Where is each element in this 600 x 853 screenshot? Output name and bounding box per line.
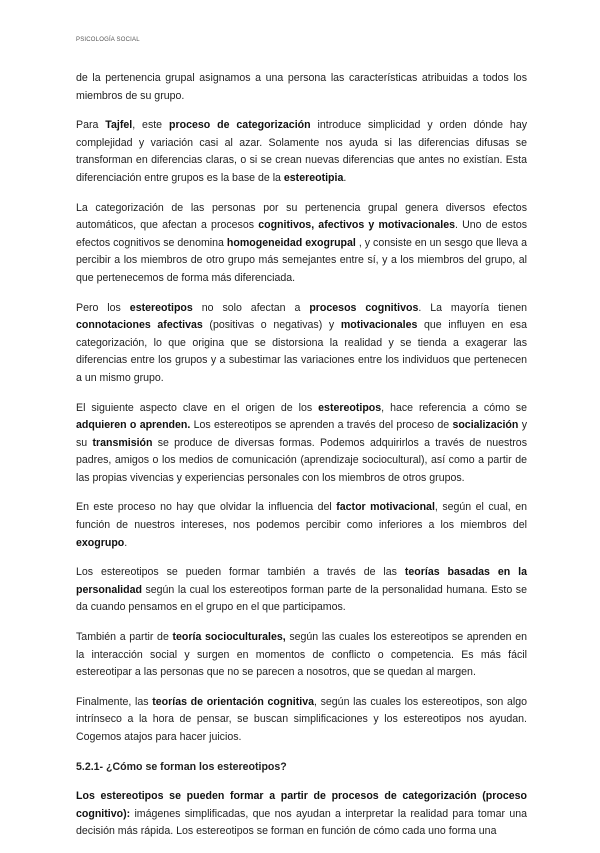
text: . bbox=[343, 171, 347, 184]
emphasis: transmisión bbox=[92, 436, 153, 449]
paragraph-5 bbox=[76, 400, 527, 488]
emphasis-tajfel: Tajfel bbox=[105, 119, 133, 132]
paragraph-10 bbox=[76, 788, 527, 841]
emphasis: estereotipos bbox=[318, 401, 382, 414]
emphasis: Los estereotipos se pueden formar a partir de procesos de categorización (proceso cognitivo): bbox=[76, 790, 527, 820]
emphasis: teoría socioculturales, bbox=[172, 631, 286, 644]
paragraph-1: de la pertenencia grupal asignamos a una persona las características atribuidas a todos los miembros de su grupo. bbox=[76, 72, 527, 102]
text: , y consiste en un sesgo que lleva a percibir a los miembros de otro grupo más semejantes entre sí, y a los miembros del grupo, al que pertenecemos de forma más diferenciada. bbox=[76, 236, 527, 284]
text: . Uno de estos efectos cognitivos se denomina bbox=[76, 219, 528, 249]
text: imágenes simplificadas, que nos ayudan a interpretar la realidad para tomar una decisión más rápida. Los estereotipos se forman en función de cómo cada uno forma una bbox=[76, 807, 527, 838]
text: no solo afectan a bbox=[192, 301, 310, 314]
emphasis: connotaciones afectivas bbox=[76, 319, 203, 332]
document-body bbox=[76, 70, 527, 853]
text: según las cuales los estereotipos se aprenden en la interacción social y surgen en momentos de conflicto o competencia. Es más fácil estereotipar a las personas que no se parecen a nosotros, que se quedan al margen. bbox=[76, 631, 527, 679]
section-heading: 5.2.1- ¿Cómo se forman los estereotipos? bbox=[76, 760, 287, 773]
emphasis: socialización bbox=[452, 419, 519, 432]
text: Los estereotipos se aprenden a través del proceso de bbox=[190, 419, 453, 432]
text: Para bbox=[76, 119, 106, 132]
text: introduce simplicidad y orden dónde hay complejidad y variación casi al azar. Solamente nos ayuda si las diferencias difusas se transforman en diferencias claras, o si se crean nuevas diferencias que antes no existían. Esta diferenciación entre grupos es la base de la bbox=[76, 119, 528, 184]
emphasis: motivacionales bbox=[340, 319, 418, 332]
emphasis: teorías de orientación cognitiva bbox=[152, 695, 314, 708]
text: , según el cual, en función de nuestros intereses, nos podemos percibir como inferiores a los miembros del bbox=[76, 501, 527, 532]
emphasis: estereotipos bbox=[129, 301, 193, 314]
paragraph-7 bbox=[76, 564, 527, 617]
paragraph-6 bbox=[76, 499, 527, 552]
text: , según las cuales los estereotipos, son algo intrínseco a la hora de pensar, se buscan simplificaciones y los estereotipos nos ayudan. Cogemos atajos para hacer juicios. bbox=[76, 695, 527, 743]
text: . bbox=[124, 536, 128, 549]
text: se produce de diversas formas. Podemos adquirirlos a través de nuestros padres, amigos o los medios de comunicación (aprendizaje sociocultural), así como a partir de las propias vivencias y experiencias personales con los miembros de otros grupos. bbox=[76, 436, 527, 484]
text: También a partir de bbox=[76, 631, 173, 644]
text: Finalmente, las bbox=[76, 695, 153, 708]
emphasis: procesos cognitivos bbox=[309, 301, 419, 314]
paragraph-4 bbox=[76, 300, 527, 388]
emphasis: factor motivacional bbox=[336, 501, 435, 514]
paragraph-8 bbox=[76, 629, 527, 682]
page-header: PSICOLOGÍA SOCIAL bbox=[76, 37, 140, 43]
text: que influyen en esa categorización, lo que origina que se distorsiona la realidad y se tienda a exagerar las diferencias entre los grupos y a subestimar las variaciones entre los individuos que pertenecen a un mismo grupo. bbox=[76, 319, 527, 384]
emphasis: proceso de categorización bbox=[169, 119, 311, 132]
paragraph-2 bbox=[76, 117, 527, 187]
emphasis: adquieren o aprenden. bbox=[76, 419, 191, 432]
text: según la cual los estereotipos forman parte de la personalidad humana. Esto se da cuando pensamos en el grupo en el que participamos. bbox=[76, 583, 527, 614]
emphasis: exogrupo bbox=[76, 536, 125, 549]
text: , hace referencia a cómo se bbox=[381, 401, 527, 414]
emphasis: estereotipia bbox=[283, 171, 344, 184]
paragraph-9 bbox=[76, 694, 527, 747]
paragraph-3 bbox=[76, 200, 527, 288]
text: . La mayoría tienen bbox=[418, 301, 527, 314]
text: , este bbox=[132, 119, 169, 132]
emphasis: homogeneidad exogrupal bbox=[226, 236, 356, 249]
emphasis: teorías basadas en la personalidad bbox=[76, 566, 527, 596]
text: El siguiente aspecto clave en el origen de los bbox=[76, 401, 319, 414]
text: Los estereotipos se pueden formar también a través de las bbox=[76, 566, 405, 579]
text: y su bbox=[76, 419, 527, 449]
emphasis: cognitivos, afectivos y motivacionales bbox=[258, 219, 456, 232]
text: En este proceso no hay que olvidar la influencia del bbox=[76, 501, 337, 514]
text: Pero los bbox=[76, 301, 130, 314]
text: (positivas o negativas) y bbox=[202, 319, 341, 332]
text: La categorización de las personas por su pertenencia grupal genera diversos efectos automáticos, que afectan a procesos bbox=[76, 201, 527, 232]
